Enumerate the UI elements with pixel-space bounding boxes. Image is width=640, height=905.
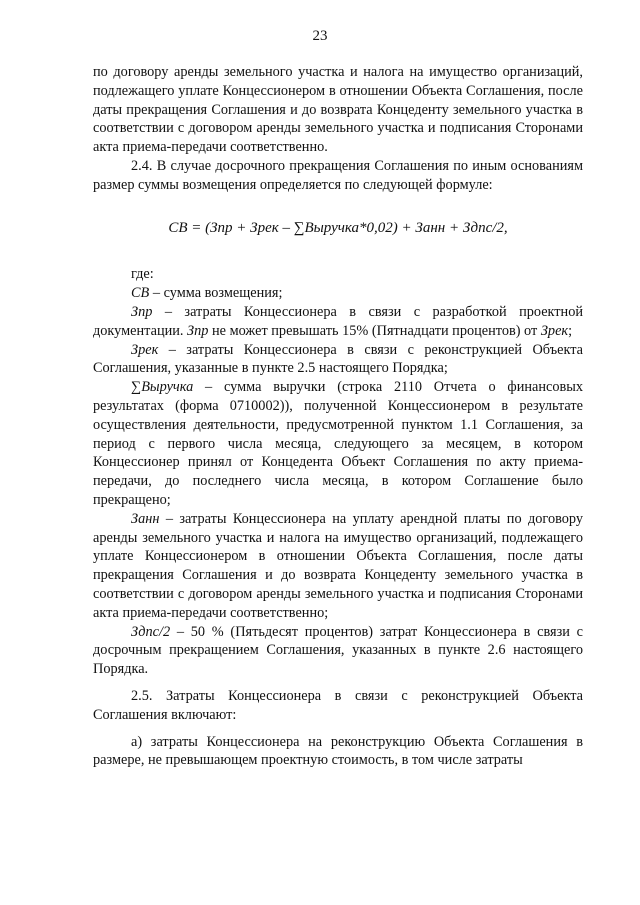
definition-zpr-text-1: – затраты Концессионера в связи с разработкой проектной документации.: [93, 303, 583, 339]
term-zrek: Зрек: [131, 341, 159, 358]
page-number: 23: [312, 28, 328, 44]
term-zann: Занн: [131, 510, 160, 527]
paragraph-2-5: 2.5. Затраты Концессионера в связи с реконструкцией Объекта Соглашения включают:: [93, 687, 583, 723]
definition-zdps-text: – 50 % (Пятьдесят процентов) затрат Концессионера в связи с досрочным прекращением Соглашения, указанных в пункте 2.6 настоящего Порядка.: [93, 623, 583, 678]
definition-zdps: [93, 623, 583, 679]
term-zpr-2: Зпр: [187, 322, 209, 339]
term-cb: СВ: [131, 285, 150, 302]
definition-zpr-text-3: ;: [568, 322, 573, 339]
definition-zrek: [93, 341, 583, 379]
definition-zpr: [93, 303, 583, 341]
definition-zann-text: – затраты Концессионера на уплату арендной платы по договору аренды земельного участка и налога на имущество организаций, подлежащего уплате Концессионером в отношении Объекта Соглашения, после даты прекращения Соглашения и до возврата Концеденту земельного участка в соответствии с договором аренды земельного участка и подписания Сторонами акта приема-передачи соответственно;: [93, 510, 583, 621]
definition-zrek-text: – затраты Концессионера в связи с реконструкцией Объекта Соглашения, указанные в пункте 2.5 настоящего Порядка;: [93, 341, 583, 377]
term-zpr: Зпр: [131, 303, 153, 320]
term-zdps: Здпс/2: [131, 623, 171, 640]
document-body: [93, 63, 583, 770]
term-zrek-ref: Зрек: [540, 322, 569, 339]
definition-zann: [93, 510, 583, 623]
paragraph-2-5-a: а) затраты Концессионера на реконструкцию Объекта Соглашения в размере, не превышающем проектную стоимость, в том числе затраты: [93, 733, 583, 769]
definition-revenue-text: – сумма выручки (строка 2110 Отчета о финансовых результатах (форма 0710002)), полученной Концессионером в результате осуществления деятельности, предусмотренной пунктом 1.1 Соглашения, за период с первого числа месяца, следующего за месяцем, в котором Концессионер принял от Концедента Объект Соглашения по акту приема-передачи, до последнего числа месяца, в котором Соглашение было прекращено;: [93, 379, 583, 508]
definition-zpr-text-2: не может превышать 15% (Пятнадцати процентов) от: [208, 322, 541, 339]
definition-cb: [93, 284, 583, 303]
definition-cb-text: – сумма возмещения;: [149, 285, 283, 302]
paragraph-2-4: 2.4. В случае досрочного прекращения Соглашения по иным основаниям размер суммы возмещения определяется по следующей формуле:: [93, 157, 583, 193]
formula: СВ = (Зпр + Зрек – ∑Выручка*0,02) + Занн + Здпс/2,: [168, 219, 508, 236]
where-label: где:: [131, 266, 154, 283]
paragraph-continuation: по договору аренды земельного участка и налога на имущество организаций, подлежащего уплате Концессионером в отношении Объекта Соглашения, после даты прекращения Соглашения и до возврата Концеденту земельного участка в соответствии с договором аренды земельного участка и подписания Сторонами акта приема-передачи соответственно.: [93, 64, 583, 156]
definition-revenue: [93, 378, 583, 510]
term-revenue: ∑Выручка: [131, 379, 194, 396]
